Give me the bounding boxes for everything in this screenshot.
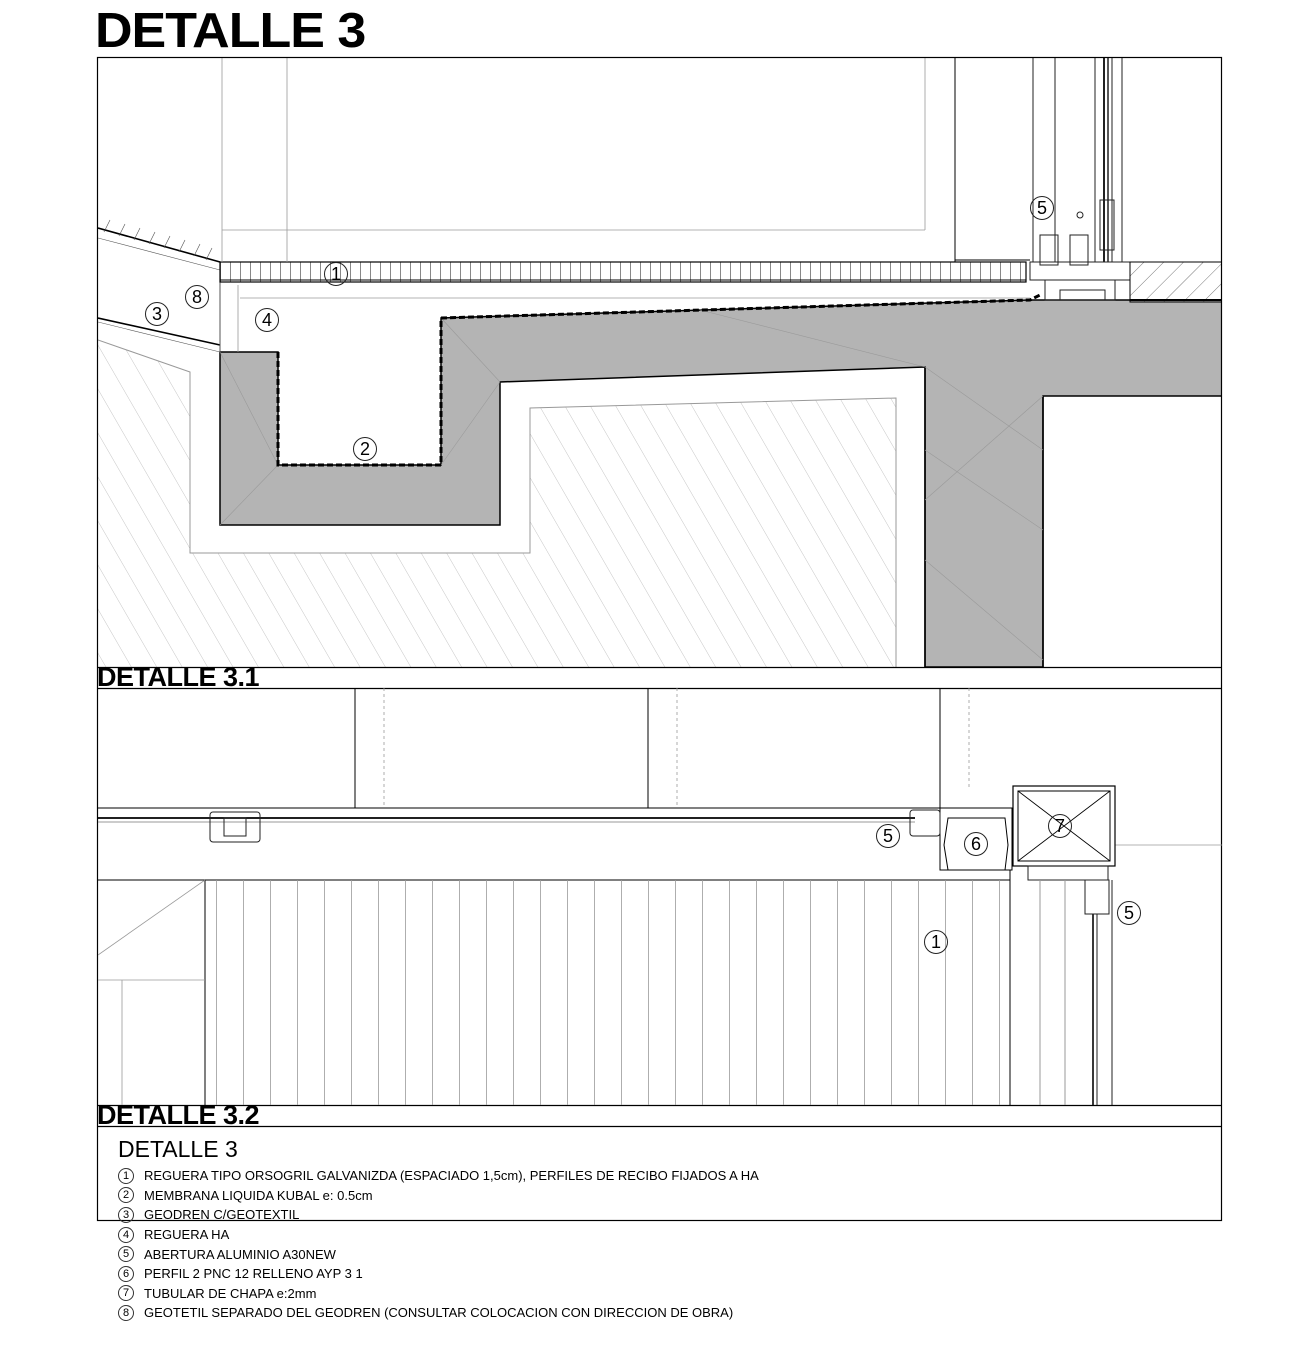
legend-item xyxy=(118,1284,759,1304)
legend-text: MEMBRANA LIQUIDA KUBAL e: 0.5cm xyxy=(144,1187,373,1203)
callout-tag-1: 1 xyxy=(324,262,348,286)
legend-item xyxy=(118,1225,759,1245)
legend-number: 1 xyxy=(118,1168,134,1184)
legend-item xyxy=(118,1186,759,1206)
callout-tag-8: 8 xyxy=(185,285,209,309)
callout-tag-7: 7 xyxy=(1048,814,1072,838)
callout-tag-3: 3 xyxy=(145,302,169,326)
legend-text: GEODREN C/GEOTEXTIL xyxy=(144,1207,300,1223)
legend-item xyxy=(118,1205,759,1225)
legend-number: 5 xyxy=(118,1246,134,1262)
aluminium-frame-d3 xyxy=(1030,57,1130,300)
legend-number: 8 xyxy=(118,1305,134,1321)
detail-31-title: DETALLE 3.1 xyxy=(97,662,260,692)
callout-tag-1-d31: 1 xyxy=(924,930,948,954)
callout-tag-2: 2 xyxy=(353,437,377,461)
legend-text: PERFIL 2 PNC 12 RELLENO AYP 3 1 xyxy=(144,1266,363,1282)
legend-item xyxy=(118,1166,759,1186)
detail-32-title: DETALLE 3.2 xyxy=(97,1100,260,1130)
callout-tag-4: 4 xyxy=(255,308,279,332)
legend-text: TUBULAR DE CHAPA e:2mm xyxy=(144,1285,317,1301)
legend-number: 7 xyxy=(118,1285,134,1301)
legend-item xyxy=(118,1264,759,1284)
legend-number: 6 xyxy=(118,1266,134,1282)
detail-3-section xyxy=(98,57,1222,667)
legend-text: GEOTETIL SEPARADO DEL GEODREN (CONSULTAR COLOCACION CON DIRECCION DE OBRA) xyxy=(144,1305,734,1321)
soil-hatch-core xyxy=(530,398,896,667)
legend-item xyxy=(118,1303,759,1323)
legend-number: 3 xyxy=(118,1207,134,1223)
callout-tag-5: 5 xyxy=(1030,196,1054,220)
legend-number: 4 xyxy=(118,1227,134,1243)
main-title: DETALLE 3 xyxy=(95,3,366,59)
callout-tag-5b-d31: 5 xyxy=(1117,901,1141,925)
callout-tag-5-d31: 5 xyxy=(876,824,900,848)
legend-text: ABERTURA ALUMINIO A30NEW xyxy=(144,1246,336,1262)
detail-31-section xyxy=(98,688,1222,1105)
legend-text: REGUERA TIPO ORSOGRIL GALVANIZDA (ESPACIADO 1,5cm), PERFILES DE RECIBO FIJADOS A HA xyxy=(144,1168,759,1184)
legend xyxy=(118,1136,759,1323)
legend-title: DETALLE 3 xyxy=(118,1136,238,1162)
legend-item xyxy=(118,1244,759,1264)
vertical-cladding xyxy=(205,880,1010,1105)
legend-number: 2 xyxy=(118,1187,134,1203)
callout-tag-6: 6 xyxy=(964,832,988,856)
legend-text: REGUERA HA xyxy=(144,1227,230,1243)
